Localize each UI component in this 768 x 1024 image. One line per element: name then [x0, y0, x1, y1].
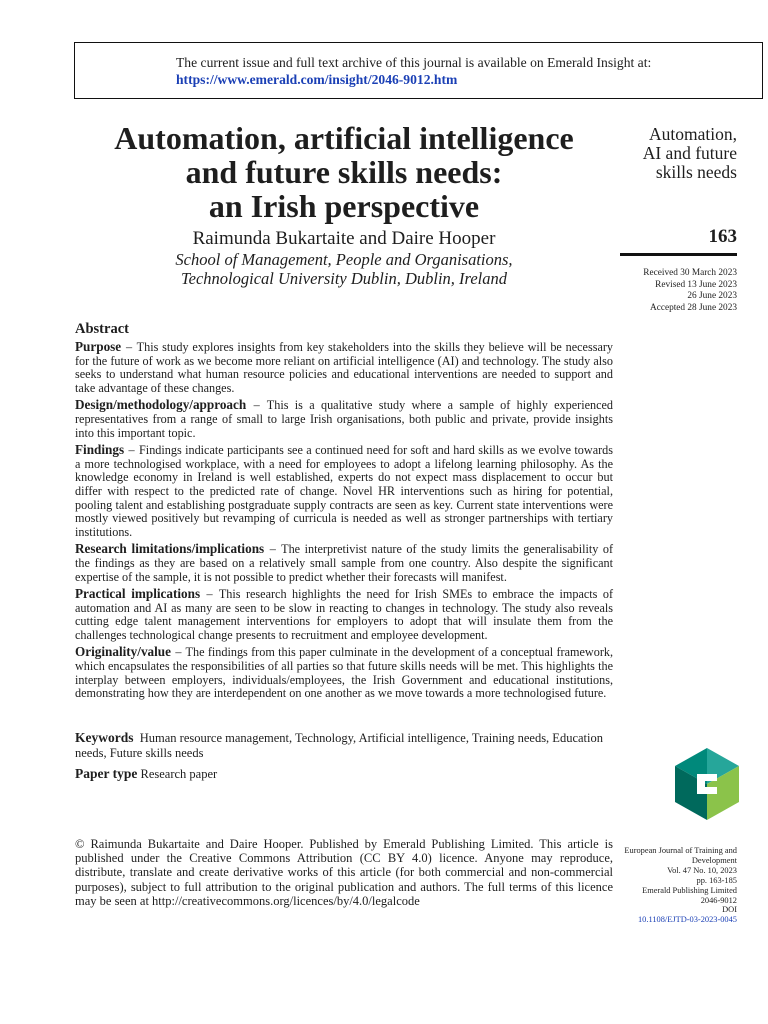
title-line-2: and future skills needs: — [185, 154, 503, 190]
running-head — [620, 125, 737, 182]
journal-publisher: Emerald Publishing Limited — [642, 885, 737, 895]
running-head-line-2: AI and future — [642, 143, 737, 163]
affiliation-line-1: School of Management, People and Organisations, — [175, 250, 513, 269]
section-dash: – — [269, 542, 276, 557]
abstract-heading: Abstract — [75, 321, 129, 337]
journal-url-link[interactable]: https://www.emerald.com/insight/2046-9012.htm — [176, 72, 458, 87]
section-dash: – — [125, 340, 133, 354]
journal-name-line-1: European Journal of Training and — [624, 846, 737, 855]
abstract-practical — [75, 587, 613, 642]
section-text: Findings indicate participants see a continued need for soft and hard skills as we evolve towards a more technologised workplace, with a need for employees to adopt a lifelong learning philosophy. As the knowledge economy in Ireland is well established, experts do not expect mass displacement to occur but differ with respect to the predicted rate of change. Novel HR interventions such as hiring for potential, pooling talent and establishing postgraduate supply contracts are seen as key. Current state interventions were mostly viewed positively but revamping of curricula is needed as well as stronger partnerships with tertiary institutions. — [75, 443, 614, 539]
abstract-purpose — [75, 340, 613, 395]
journal-info — [600, 846, 737, 925]
keywords — [75, 730, 613, 761]
keywords-label: Keywords — [75, 730, 134, 745]
license-statement: © Raimunda Bukartaite and Daire Hooper. Published by Emerald Publishing Limited. This article is published under the Creative Commons Attribution (CC BY 4.0) licence. Anyone may reproduce, distribute, translate and create derivative works of this article (for both commercial and non-commercial purposes), subject to full attribution to the original publication and authors. The full terms of this licence may be seen at http://creativecommons.org/licences/by/4.0/legalcode — [75, 837, 613, 908]
running-head-line-3: skills needs — [655, 162, 737, 182]
section-dash: – — [175, 645, 182, 660]
section-text: This is a qualitative study where a sample of highly experienced representatives from a range of small to large Irish organisations, both public and private, provide insights into this important topic. — [75, 398, 614, 440]
journal-doi-line — [600, 905, 737, 925]
revised-date-2: 26 June 2023 — [687, 291, 737, 301]
running-head-line-1: Automation, — [649, 124, 737, 144]
abstract-body — [75, 340, 613, 704]
authors: Raimunda Bukartaite and Daire Hooper — [192, 228, 496, 249]
section-dash: – — [206, 587, 213, 602]
paper-type-text: Research paper — [140, 767, 218, 781]
page-number: 163 — [708, 226, 737, 247]
paper-type — [75, 766, 217, 782]
article-title — [74, 121, 614, 223]
section-text: This research highlights the need for Irish SMEs to embrace the impacts of automation and AI as many are seen to be slow in reacting to changes in technology. The study also reveals cutting edge talent management interventions for employers to adopt that will insulate them from the challenges technological change presents to recruitment and employee development. — [75, 587, 614, 642]
section-label: Research limitations/implications — [75, 541, 265, 557]
keywords-text: Human resource management, Technology, Artificial intelligence, Training needs, Education needs, Future skills needs — [75, 731, 603, 760]
received-date: Received 30 March 2023 — [643, 268, 737, 278]
journal-name-line-2: Development — [691, 855, 737, 865]
section-text: This study explores insights from key stakeholders into the skills they believe will be necessary for the future of work as we become more reliant on artificial intelligence (AI) and technology. The study also seeks to understand what human resource policies and educational interventions are needed to support and take advantage of these changes. — [75, 340, 614, 395]
accepted-date: Accepted 28 June 2023 — [649, 302, 737, 313]
section-text: The findings from this paper culminate in the development of a conceptual framework, which encapsulates the responsibilities of all parties so that future skills needs will be met. This highlights the interplay between employers, individuals/employees, the Irish Government and educational institutions, demonstrating how they are interdependent on one another as we move towards a more technologised future. — [75, 645, 614, 701]
section-label: Purpose — [75, 339, 122, 354]
abstract-findings — [75, 443, 613, 539]
doi-link[interactable]: 10.1108/EJTD-03-2023-0045 — [637, 915, 737, 925]
paper-type-label: Paper type — [75, 766, 138, 781]
affiliation-line-2: Technological University Dublin, Dublin, Ireland — [181, 269, 507, 288]
abstract-design — [75, 398, 613, 440]
section-label: Design/methodology/approach — [75, 397, 247, 413]
section-label: Originality/value — [75, 644, 171, 660]
title-line-3: an Irish perspective — [208, 188, 480, 224]
revised-date-1: Revised 13 June 2023 — [655, 279, 737, 290]
title-line-1: Automation, artificial intelligence — [114, 120, 574, 156]
journal-issn: 2046-9012 — [700, 895, 737, 905]
page-number-rule — [620, 253, 737, 256]
abstract-originality — [75, 645, 613, 700]
abstract-limitations — [75, 542, 613, 584]
section-label: Findings — [75, 442, 125, 458]
section-text: The interpretivist nature of the study limits the generalisability of the findings as they are based on a relatively small sample from one country. Also despite the significant expertise of the sample, it is not possible to predict whether their forecasts will manifest. — [75, 542, 614, 584]
doi-label: DOI — [722, 905, 737, 915]
banner-text: The current issue and full text archive of this journal is available on Emerald Insight at: — [176, 55, 652, 70]
journal-volume: Vol. 47 No. 10, 2023 — [667, 865, 737, 875]
journal-archive-banner — [74, 42, 763, 99]
article-history-dates — [600, 268, 737, 314]
emerald-logo-icon — [675, 748, 739, 820]
section-label: Practical implications — [75, 586, 201, 602]
affiliation — [74, 250, 614, 288]
journal-pages: pp. 163-185 — [696, 875, 737, 885]
section-dash: – — [253, 398, 260, 413]
section-dash: – — [128, 443, 135, 458]
